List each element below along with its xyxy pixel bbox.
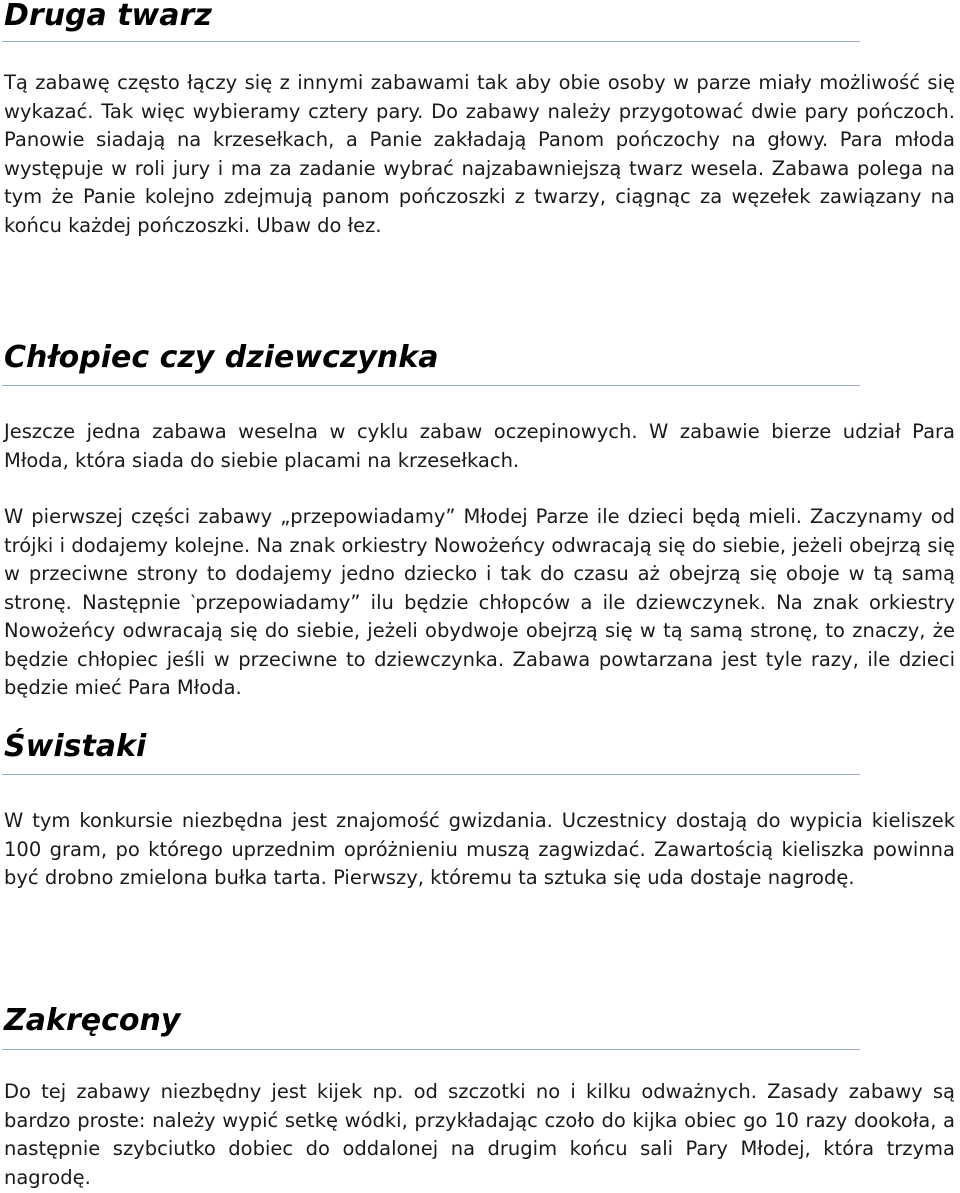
section-title-zakrecony: Zakręcony [4, 1003, 181, 1038]
section-paragraph: W pierwszej części zabawy „przepowiadamy” Młodej Parze ile dzieci będą mieli. Zaczynamy od trójki i dodajemy kolejne. Na znak orkiestry Nowożeńcy odwracają się do siebie, jeżeli obejrzą się w przeciwne strony to dodajemy jedno dziecko i tak do czasu aż obejrzą się oboje w tą samą stronę. Następnie ‵przepowiadamy” ilu będzie chłopców a ile dziewczynek. Na znak orkiestry Nowożeńcy odwracają się do siebie, jeżeli obydwoje obejrzą się w tą samą stronę, to znaczy, że będzie chłopiec jeśli w przeciwne to dziewczynka. Zabawa powtarzana jest tyle razy, ile dzieci będzie mieć Para Młoda. [4, 505, 955, 699]
section-divider [2, 1049, 860, 1050]
section-divider [2, 385, 860, 386]
section-title-chlopiec-czy-dziewczynka: Chłopiec czy dziewczynka [4, 340, 439, 375]
section-paragraph: Jeszcze jedna zabawa weselna w cyklu zabaw oczepinowych. W zabawie bierze udział Para Młoda, która siada do siebie placami na krzesełkach. [4, 420, 955, 472]
section-paragraph: W tym konkursie niezbędna jest znajomość gwizdania. Uczestnicy dostają do wypicia kieliszek 100 gram, po którego uprzednim opróżnieniu muszą zagwizdać. Zawartością kieliszka powinna być drobno zmielona bułka tarta. Pierwszy, któremu ta sztuka się uda dostaje nagrodę. [4, 809, 955, 889]
section-paragraph: Do tej zabawy niezbędny jest kijek np. od szczotki no i kilku odważnych. Zasady zabawy są bardzo proste: należy wypić setkę wódki, przykładając czoło do kijka obiec go 10 razy dookoła, a następnie szybciutko dobiec do oddalonej na drugim końcu sali Pary Młodej, która trzyma nagrodę. [4, 1080, 955, 1189]
section-paragraph: Tą zabawę często łączy się z innymi zabawami tak aby obie osoby w parze miały możliwość się wykazać. Tak więc wybieramy cztery pary. Do zabawy należy przygotować dwie pary pończoch. Panowie siadają na krzesełkach, a Panie zakładają Panom pończochy na głowy. Para młoda występuje w roli jury i ma za zadanie wybrać najzabawniejszą twarz wesela. Zabawa polega na tym że Panie kolejno zdejmują panom pończoszki z twarzy, ciągnąc za węzełek zawiązany na końcu każdej pończoszki. Ubaw do łez. [4, 71, 955, 237]
section-divider [2, 774, 860, 775]
section-divider [2, 41, 860, 42]
section-title-swistaki: Świstaki [4, 729, 147, 764]
section-title-druga-twarz: Druga twarz [4, 0, 212, 33]
